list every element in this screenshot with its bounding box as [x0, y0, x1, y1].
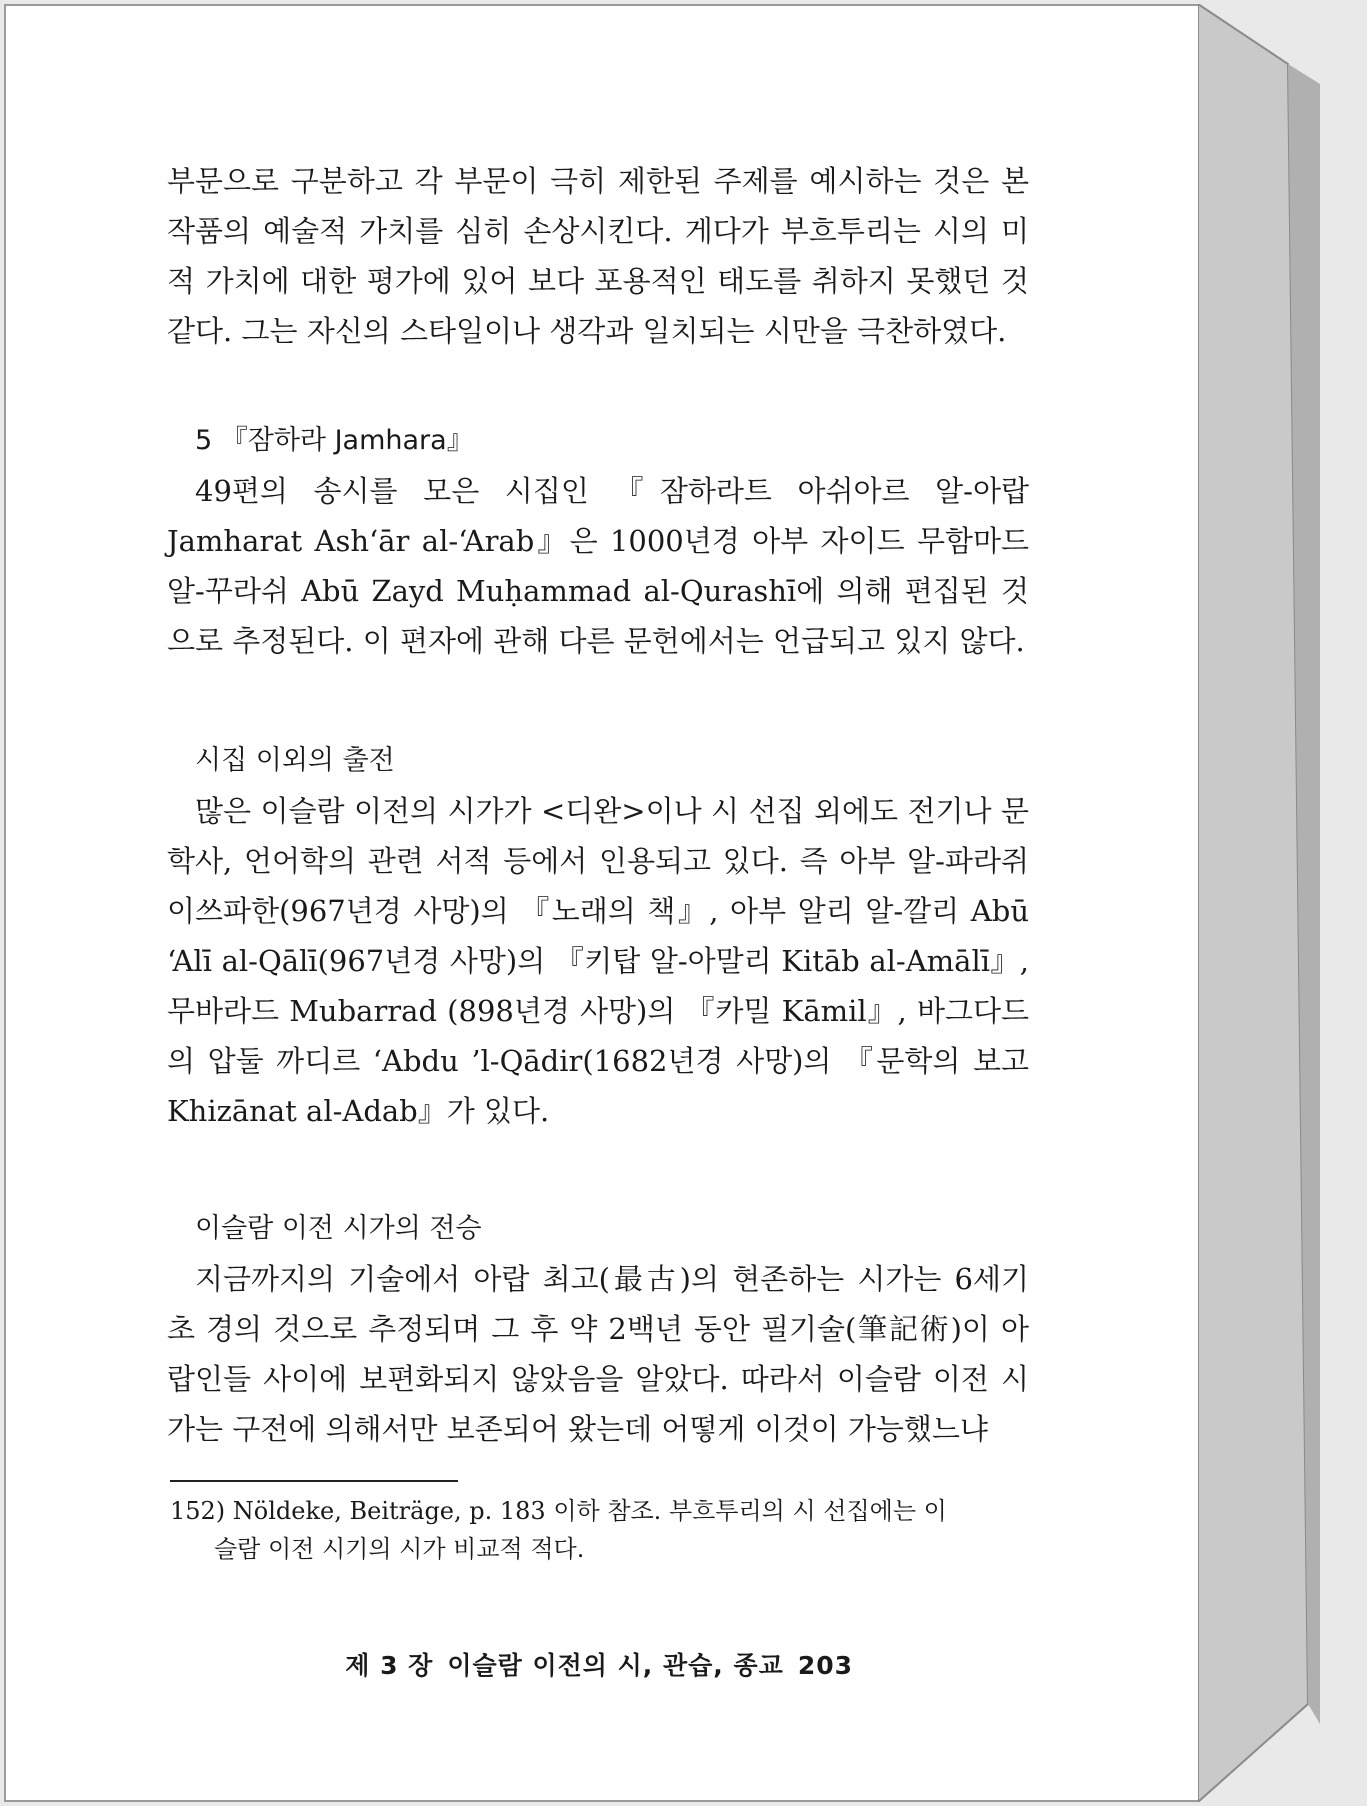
paragraph-1: 부문으로 구분하고 각 부문이 극히 제한된 주제를 예시하는 것은 본 작품의 예술적 가치를 심히 손상시킨다. 게다가 부흐투리는 시의 미적 가치에 대한 평가에 있어 보다 포용적인 태도를 취하지 못했던 것 같다. 그는 자신의 스타일이나 생각과 일치되는 시만을 극찬하였다.: [167, 164, 1029, 348]
section-heading-other-sources: 시집 이외의 출전: [195, 745, 395, 776]
page-number: 203: [797, 1651, 853, 1680]
section-heading-jamhara: 5 『잠하라 Jamhara』: [195, 425, 474, 456]
paragraph-3: 많은 이슬람 이전의 시가가 <디완>이나 시 선집 외에도 전기나 문학사, 언어학의 관련 서적 등에서 인용되고 있다. 즉 아부 알-파라쥐 이쓰파한(967년경 사망)의 『노래의 책』, 아부 알리 알-깔리 Abū ‘Alī al-Qālī(967년경 사망)의 『키탑 알-아말리 Kitāb al-Amālī』, 무바라드 Mubarrad (898년경 사망)의 『카밀 Kāmil』, 바그다드의 압둘 까디르 ‘Abdu ’l-Qādir(1682년경 사망)의 『문학의 보고 Khizānat al-Adab』가 있다.: [167, 794, 1029, 1128]
running-footer: [331, 1646, 853, 1682]
footnote-line-2: 슬람 이전 시기의 시가 비교적 적다.: [214, 1535, 585, 1563]
page-edge-shadow: [1198, 4, 1320, 1802]
chapter-title: 이슬람 이전의 시, 관습, 종교: [447, 1651, 784, 1680]
paragraph-4: 지금까지의 기술에서 아랍 최고(最古)의 현존하는 시가는 6세기 초 경의 것으로 추정되며 그 후 약 2백년 동안 필기술(筆記術)이 아랍인들 사이에 보편화되지 않았음을 알았다. 따라서 이슬람 이전 시가는 구전에 의해서만 보존되어 왔는데 어떻게 이것이 가능했느냐: [167, 1262, 1029, 1446]
paragraph-2: 49편의 송시를 모은 시집인 『잠하라트 아쉬아르 알-아랍 Jamharat Ash‘ār al-‘Arab』은 1000년경 아부 자이드 무함마드 알-꾸라쉬 Abū Zayd Muḥammad al-Qurashī에 의해 편집된 것으로 추정된다. 이 편자에 관해 다른 문헌에서는 언급되고 있지 않다.: [167, 474, 1029, 658]
footnote-line-1: 152) Nöldeke, Beiträge, p. 183 이하 참조. 부흐투리의 시 선집에는 이: [170, 1497, 947, 1525]
footnote-rule: [170, 1480, 458, 1482]
section-heading-transmission: 이슬람 이전 시가의 전승: [195, 1213, 482, 1244]
footnote: [170, 1492, 1032, 1568]
book-page: [4, 4, 1200, 1802]
chapter-label: 제 3 장: [345, 1651, 434, 1680]
body-text: [167, 156, 1029, 1454]
